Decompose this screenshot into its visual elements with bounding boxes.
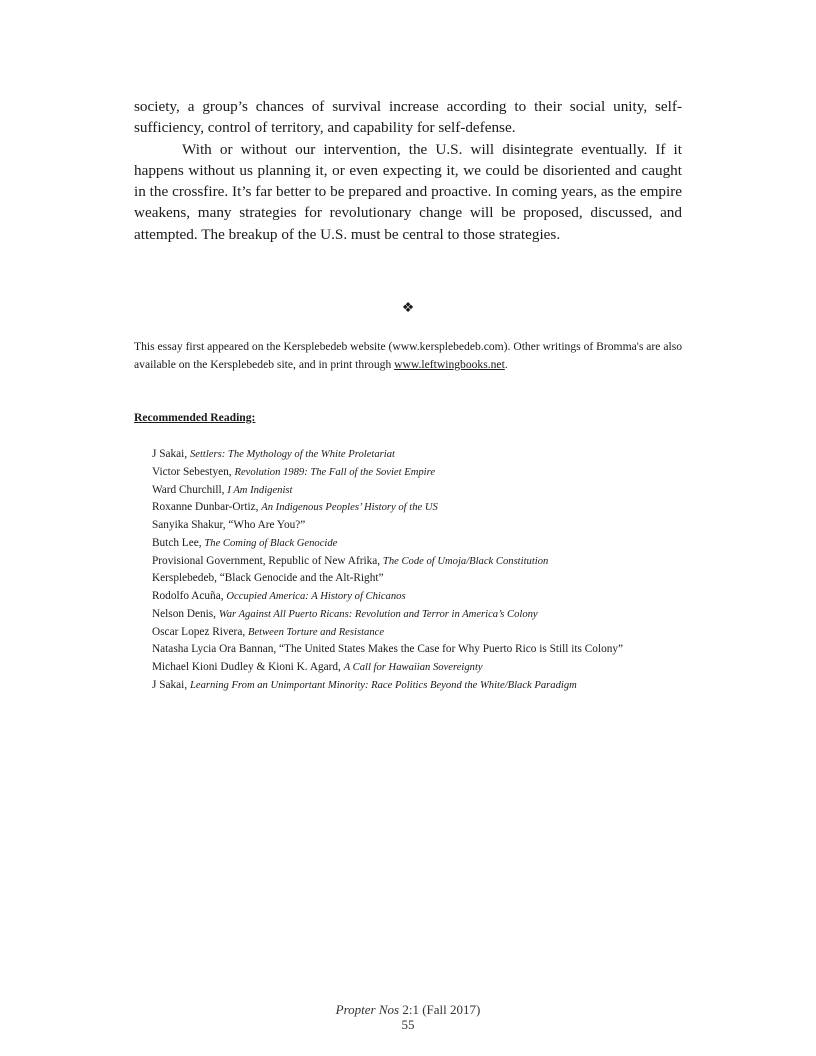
reading-author: Sanyika Shakur, “Who Are You?” [152,519,306,531]
list-item [152,446,623,464]
reading-author: Butch Lee, [152,536,205,549]
reading-author: Ward Churchill, [152,483,228,496]
reading-author: Oscar Lopez Rivera, [152,625,248,638]
reading-author: Natasha Lycia Ora Bannan, “The United States Makes the Case for Why Puerto Rico is Still its Colony” [152,643,624,656]
list-item [152,659,623,677]
reading-author: Victor Sebestyen, [152,465,235,478]
list-item [152,499,623,517]
list-item [152,464,623,482]
reading-author: Michael Kioni Dudley & Kioni K. Agard, [152,661,344,673]
page-footer [0,1002,816,1032]
reading-title: I Am Indigenist [227,484,293,496]
reading-author: Roxanne Dunbar-Ortiz, [152,501,262,514]
list-item [152,606,623,624]
reading-title: Revolution 1989: The Fall of the Soviet Empire [234,466,436,478]
list-item [152,482,623,500]
list-item [152,535,623,553]
list-item [152,677,623,695]
recommended-reading-list [152,446,623,695]
publication-note-tail: . [504,357,508,371]
journal-name: Propter Nos [335,1002,400,1017]
reading-title: War Against All Puerto Ricans: Revolution and Terror in America’s Colony [218,608,538,620]
journal-issue: 2:1 (Fall 2017) [399,1002,481,1017]
paragraph: society, a group’s chances of survival increase according to their social unity, self-sufficiency, control of territory, and capability for self-defense. [134,98,682,137]
list-item [152,517,623,535]
recommended-reading-heading: Recommended Reading: [134,411,256,424]
journal-citation [0,1002,816,1017]
reading-author: J Sakai, [152,448,190,460]
publication-note-text: This essay first appeared on the Kersplebedeb website (www.kersplebedeb.com). Other writings of Bromma's are also available on the Kersplebedeb site, and in print through [134,340,682,371]
leftwingbooks-link[interactable]: www.leftwingbooks.net [394,357,505,371]
reading-author: Rodolfo Acuña, [152,590,227,602]
reading-title: An Indigenous Peoples’ History of the US [261,502,438,514]
reading-title: Settlers: The Mythology of the White Proletariat [189,449,395,460]
list-item [152,624,623,642]
reading-author: Provisional Government, Republic of New Afrika, [152,554,383,567]
page-number: 55 [401,1017,415,1032]
list-item [152,553,623,571]
reading-title: A Call for Hawaiian Sovereignty [343,662,483,673]
reading-author: J Sakai, [152,678,190,691]
reading-title: The Code of Umoja/Black Constitution [382,555,549,567]
reading-author: Kersplebedeb, “Black Genocide and the Alt-Right” [152,572,384,585]
paragraph: With or without our intervention, the U.S. will disintegrate eventually. If it happens without us planning it, or even expecting it, we could be disoriented and caught in the crossfire. It’s far better to be prepared and proactive. In coming years, as the empire weakens, many strategies for revolutionary change will be proposed, discussed, and attempted. The breakup of the U.S. must be central to those strategies. [134,140,682,243]
list-item [152,570,623,588]
list-item [152,588,623,606]
reading-author: Nelson Denis, [152,607,219,620]
section-divider-icon: ❖ [401,301,415,316]
reading-title: Learning From an Unimportant Minority: Race Politics Beyond the White/Black Paradigm [189,679,577,691]
reading-title: Between Torture and Resistance [247,626,385,638]
publication-note [134,338,682,373]
list-item [152,641,623,659]
main-text [134,96,682,245]
reading-title: The Coming of Black Genocide [204,537,338,549]
reading-title: Occupied America: A History of Chicanos [226,591,406,602]
